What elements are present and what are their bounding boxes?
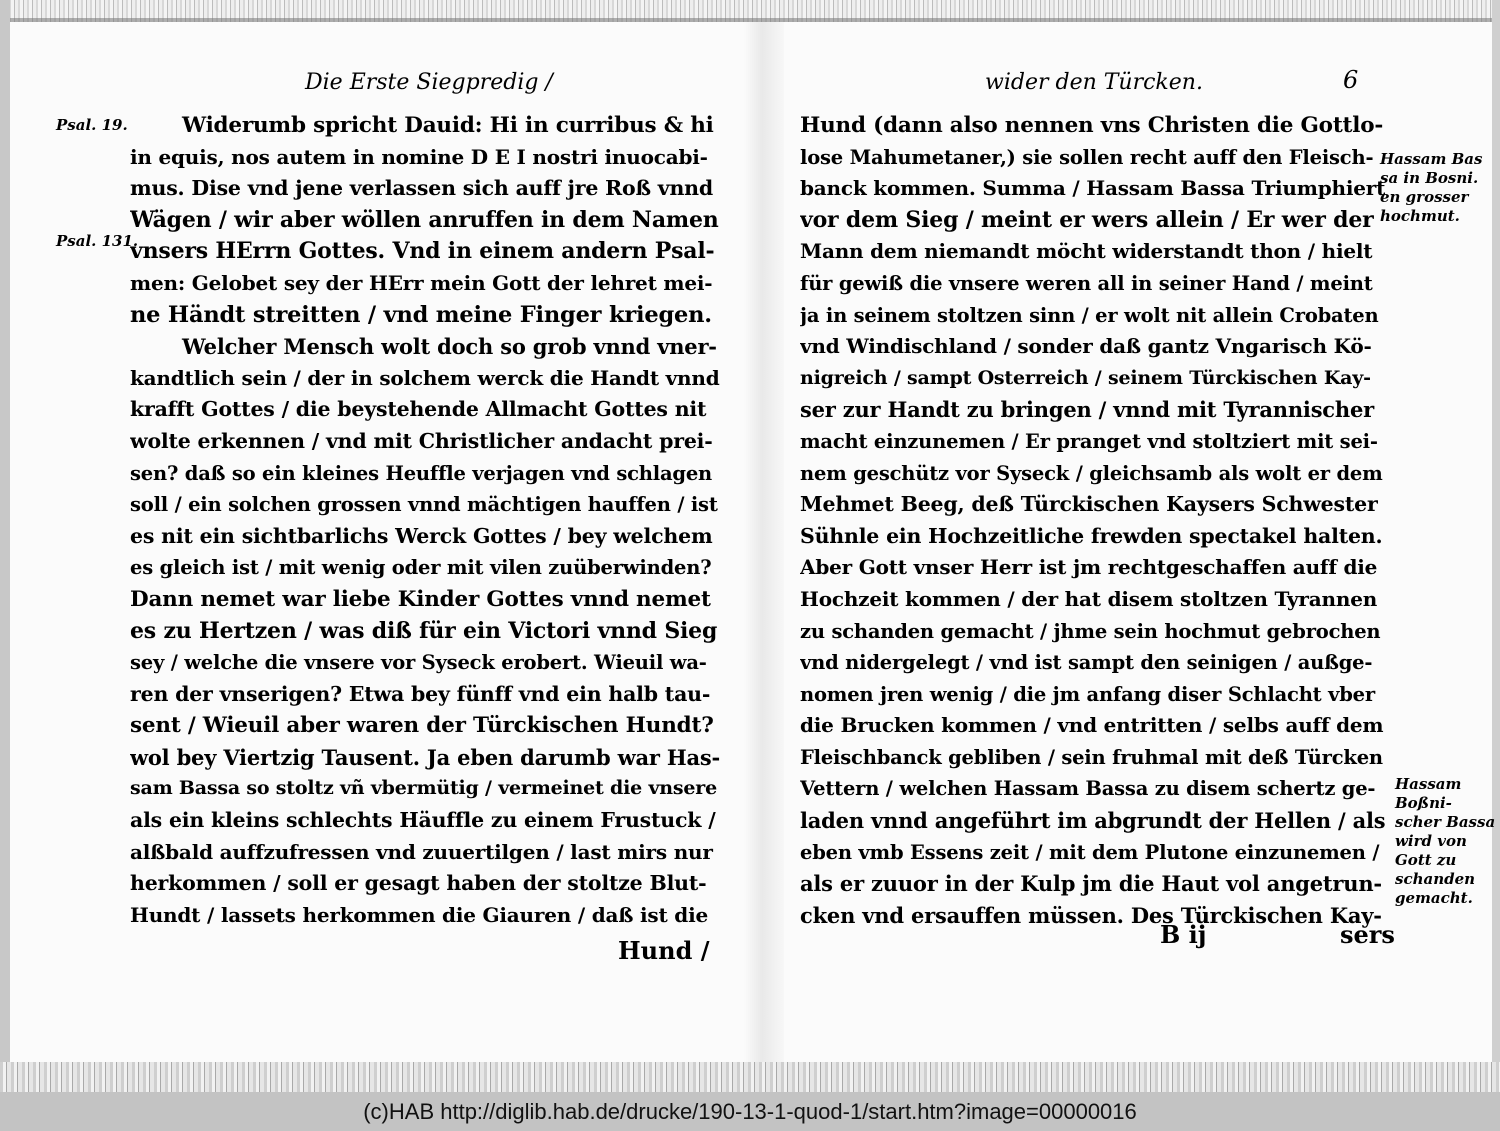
text-line: Vettern / welchen Hassam Bassa zu disem schertz ge-	[800, 777, 1376, 801]
text-line: Widerumb spricht Dauid: Hi in curribus & hi	[182, 113, 714, 138]
text-line: wolte erkennen / vnd mit Christlicher andacht prei-	[130, 428, 713, 453]
right-catchword: sers	[1340, 920, 1395, 949]
copyright-footer: (c)HAB http://diglib.hab.de/drucke/190-13-1-quod-1/start.htm?image=00000016	[0, 1092, 1500, 1131]
signature-mark: B ij	[1160, 920, 1207, 949]
scan-left-edge	[0, 0, 10, 1092]
text-line: ne Händt streitten / vnd meine Finger kriegen.	[130, 301, 712, 328]
text-line: für gewiß die vnsere weren all in seiner Hand / meint	[800, 271, 1373, 295]
text-line: laden vnnd angeführt im abgrundt der Hellen / als	[800, 808, 1385, 834]
text-line: Aber Gott vnser Herr ist jm rechtgeschaffen auff die	[800, 555, 1378, 580]
right-running-head: wider den Türcken.	[985, 70, 1203, 95]
text-line: cken vnd ersauffen müssen. Des Türckischen Kay-	[800, 902, 1382, 928]
left-running-head: Die Erste Siegpredig /	[305, 70, 553, 95]
left-marginal-note: Psal. 19.	[56, 116, 128, 134]
text-line: men: Gelobet sey der HErr mein Gott der lehret mei-	[130, 270, 713, 295]
text-line: vnsers HErrn Gottes. Vnd in einem andern Psal-	[130, 238, 715, 265]
text-line: soll / ein solchen grossen vnnd mächtigen hauffen / ist	[130, 493, 718, 517]
text-line: sam Bassa so stoltz vñ vbermütig / vermeinet die vnsere	[130, 777, 717, 800]
text-line: es gleich ist / mit wenig oder mit vilen zuüberwinden?	[130, 556, 712, 580]
right-marginal-note-2: Hassam Boßni- scher Bassa wird von Gott zu schanden gemacht.	[1395, 775, 1496, 907]
scan-bottom-edge	[0, 1062, 1500, 1092]
right-page-body	[800, 110, 1385, 931]
text-line: Sühnle ein Hochzeitliche frewden spectakel halten.	[800, 523, 1383, 548]
scan-top-edge	[0, 0, 1500, 22]
text-line: lose Mahumetaner,) sie sollen recht auff den Fleisch-	[800, 145, 1374, 169]
text-line: Wägen / wir aber wöllen anruffen in dem Namen	[130, 206, 719, 233]
text-line: zu schanden gemacht / jhme sein hochmut gebrochen	[800, 619, 1381, 643]
text-line: es zu Hertzen / was diß für ein Victori vnnd Sieg	[130, 617, 718, 644]
text-line: wol bey Viertzig Tausent. Ja eben darumb war Has-	[130, 744, 720, 770]
text-line: vor dem Sieg / meint er wers allein / Er wer der	[800, 206, 1374, 233]
text-line: nomen jren wenig / die jm anfang diser Schlacht vber	[800, 682, 1375, 706]
right-marginal-note-1: Hassam Bas sa in Bosni. en grosser hochmut.	[1380, 150, 1483, 225]
text-line: Mehmet Beeg, deß Türckischen Kaysers Schwester	[800, 492, 1378, 517]
left-marginal-note: Psal. 131.	[56, 232, 139, 250]
text-line: als er zuuor in der Kulp jm die Haut vol angetrun-	[800, 871, 1382, 897]
text-line: in equis, nos autem in nomine D E I nostri inuocabi-	[130, 144, 708, 169]
text-line: die Brucken kommen / vnd entritten / selbs auff dem	[800, 713, 1384, 738]
scan-right-edge	[1492, 0, 1500, 1092]
text-line: Hochzeit kommen / der hat disem stoltzen Tyrannen	[800, 586, 1378, 611]
text-line: ren der vnserigen? Etwa bey fünff vnd ein halb tau-	[130, 681, 711, 706]
book-gutter	[744, 22, 784, 1062]
text-line: nigreich / sampt Osterreich / seinem Türckischen Kay-	[800, 366, 1371, 389]
text-line: krafft Gottes / die beystehende Allmacht Gottes nit	[130, 397, 707, 422]
page-number: 6	[1343, 66, 1359, 94]
text-line: ser zur Handt zu bringen / vnnd mit Tyrannischer	[800, 397, 1374, 423]
text-line: als ein kleins schlechts Häuffle zu einem Frustuck /	[130, 808, 716, 833]
left-catchword: Hund /	[618, 936, 710, 965]
text-line: mus. Dise vnd jene verlassen sich auff jre Roß vnnd	[130, 176, 714, 201]
text-line: Hund (dann also nennen vns Christen die Gottlo-	[800, 113, 1384, 138]
text-line: ja in seinem stoltzen sinn / er wolt nit allein Crobaten	[800, 303, 1379, 327]
text-line: Dann nemet war liebe Kinder Gottes vnnd nemet	[130, 586, 711, 612]
text-line: vnd Windischland / sonder daß gantz Vngarisch Kö-	[800, 334, 1372, 359]
text-line: alßbald auffzufressen vnd zuuertilgen / last mirs nur	[130, 839, 713, 864]
text-line: Welcher Mensch wolt doch so grob vnnd vner-	[182, 334, 717, 360]
text-line: herkommen / soll er gesagt haben der stoltze Blut-	[130, 871, 707, 896]
text-line: nem geschütz vor Syseck / gleichsamb als wolt er dem	[800, 461, 1383, 485]
text-line: kandtlich sein / der in solchem werck die Handt vnnd	[130, 365, 720, 390]
text-line: sen? daß so ein kleines Heuffle verjagen vnd schlagen	[130, 461, 713, 485]
text-line: eben vmb Essens zeit / mit dem Plutone einzunemen /	[800, 840, 1380, 864]
text-line: Fleischbanck gebliben / sein fruhmal mit deß Türcken	[800, 745, 1383, 769]
text-line: Hundt / lassets herkommen die Giauren / daß ist die	[130, 902, 708, 927]
left-page-body	[130, 110, 720, 931]
text-line: sey / welche die vnsere vor Syseck erobert. Wieuil wa-	[130, 651, 707, 675]
text-line: banck kommen. Summa / Hassam Bassa Triumphiert	[800, 176, 1385, 201]
text-line: sent / Wieuil aber waren der Türckischen Hundt?	[130, 713, 714, 739]
text-line: es nit ein sichtbarlichs Werck Gottes / bey welchem	[130, 523, 713, 548]
text-line: macht einzunemen / Er pranget vnd stoltziert mit sei-	[800, 429, 1378, 453]
text-line: Mann dem niemandt möcht widerstandt thon / hielt	[800, 239, 1373, 264]
text-line: vnd nidergelegt / vnd ist sampt den seinigen / außge-	[800, 651, 1373, 675]
